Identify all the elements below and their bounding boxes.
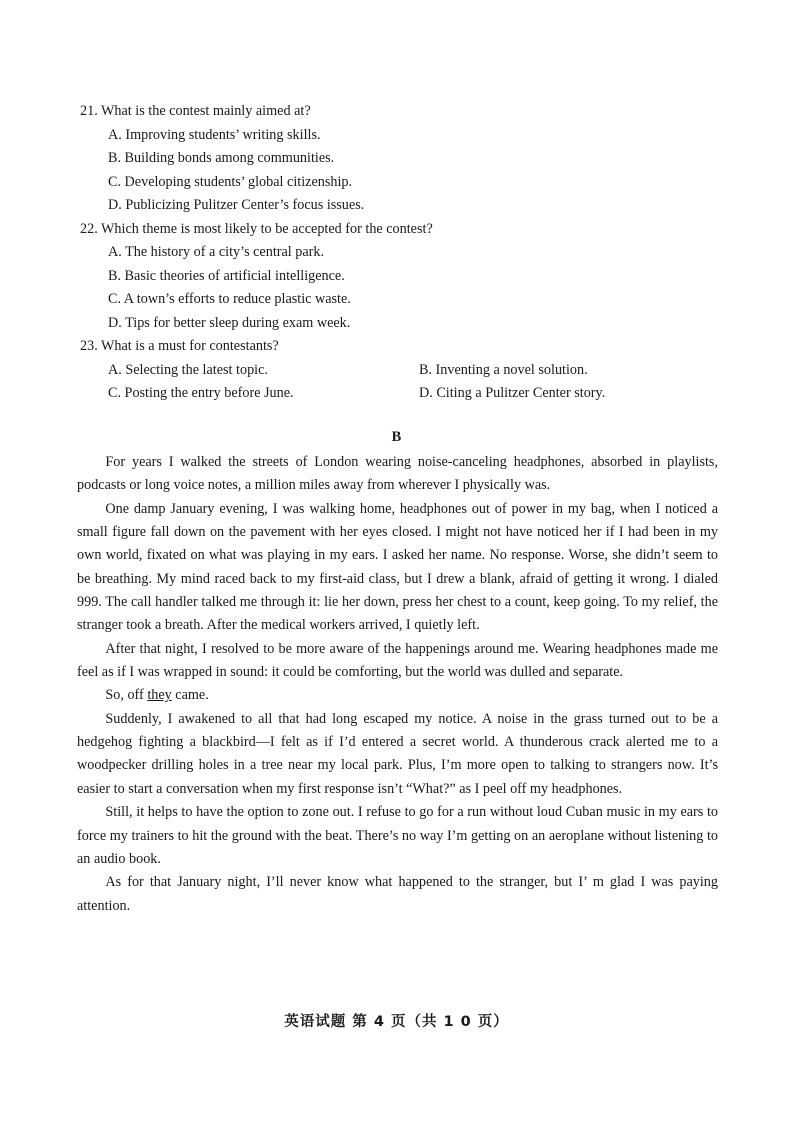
option-c: C. Posting the entry before June. xyxy=(108,385,294,401)
option-b: B. Building bonds among communities. xyxy=(108,150,335,166)
paragraph-text: came. xyxy=(171,687,209,704)
paragraph: One damp January evening, I was walking home, headphones out of power in my bag, when I noticed a small figure fall down on the pavement with her eyes closed. I might not have noticed her if I had been in my own world, fixated on what was playing in my ears. I asked her name. No response. Worse, she didn’t seem to be breathing. My mind raced back to my first-aid class, but I drew a blank, afraid of getting it wrong. I dialed 999. The call handler talked me through it: lie her down, press her chest to a count, keep going. To my relief, the stranger took a breath. After the medical workers arrived, I quietly left. xyxy=(77,500,718,634)
paragraph: As for that January night, I’ll never know what happened to the stranger, but I’ m glad I was paying attention. xyxy=(77,874,718,914)
question-23 xyxy=(80,335,730,406)
option-row xyxy=(80,382,730,406)
option-a: A. The history of a city’s central park. xyxy=(108,244,325,260)
option-d: D. Tips for better sleep during exam week. xyxy=(108,314,351,331)
option-row xyxy=(80,359,730,383)
option-d: D. Citing a Pulitzer Center story. xyxy=(419,385,606,401)
option-d: D. Publicizing Pulitzer Center’s focus issues. xyxy=(108,197,365,213)
option-b: B. Basic theories of artificial intelligence. xyxy=(108,267,345,284)
paragraph: Suddenly, I awakened to all that had long escaped my notice. A noise in the grass turned out to be a hedgehog fighting a blackbird—I felt as if I’d entered a secret world. A thunderous crack alerted me to a woodpecker drilling holes in a tree near my local park. Plus, I’m more open to talking to strangers now. It’s easier to start a conversation when my first response isn’t “What?” as I peel off my headphones. xyxy=(77,710,718,797)
paragraph-text: So, off xyxy=(105,687,148,704)
paragraph xyxy=(77,684,718,707)
paragraph: For years I walked the streets of London wearing noise-canceling headphones, absorbed in playlists, podcasts or long voice notes, a million miles away from wherever I physically was. xyxy=(77,454,718,494)
question-stem: 21. What is the contest mainly aimed at? xyxy=(80,103,311,119)
question-22 xyxy=(80,218,730,336)
reading-passage xyxy=(77,451,718,918)
option-c: C. Developing students’ global citizenship. xyxy=(108,173,353,190)
option-a: A. Improving students’ writing skills. xyxy=(108,126,321,143)
question-list xyxy=(80,100,730,406)
paragraph: Still, it helps to have the option to zone out. I refuse to go for a run without loud Cuban music in my ears to force my trainers to hit the ground with the beat. There’s no way I’m getting on an aeroplane without listening to an audio book. xyxy=(77,804,718,867)
page-footer: 英语试题 第 4 页（共 1 0 页） xyxy=(284,1014,509,1030)
question-stem: 22. Which theme is most likely to be accepted for the contest? xyxy=(80,220,433,237)
question-stem: 23. What is a must for contestants? xyxy=(80,338,279,354)
option-a: A. Selecting the latest topic. xyxy=(108,361,268,378)
paragraph: After that night, I resolved to be more aware of the happenings around me. Wearing headphones made me feel as if I was wrapped in sound: it could be comforting, but the world was dulled and separate. xyxy=(77,640,718,681)
underlined-word: they xyxy=(147,687,172,704)
option-c: C. A town’s efforts to reduce plastic waste. xyxy=(108,291,351,307)
question-21 xyxy=(80,100,730,218)
section-title: B xyxy=(391,429,402,445)
option-b: B. Inventing a novel solution. xyxy=(419,361,588,378)
